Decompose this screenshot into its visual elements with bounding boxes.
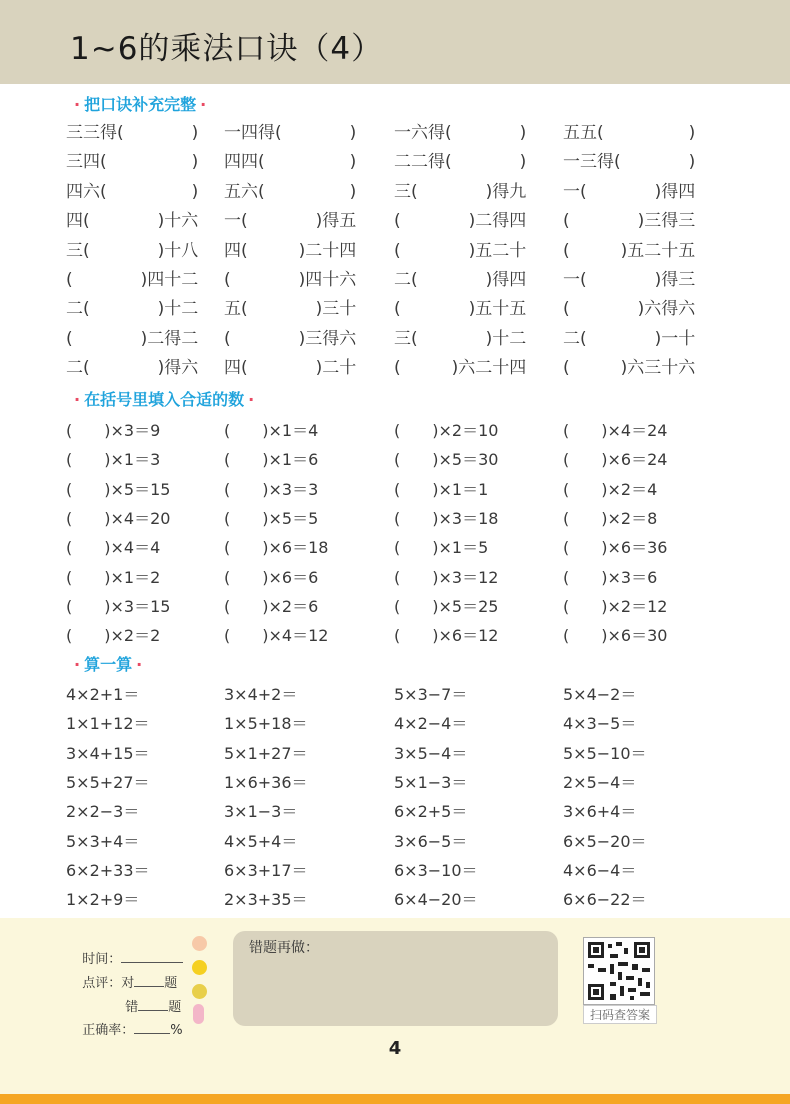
exercise-row	[0, 716, 790, 745]
exercise-item[interactable]: ( )×6＝30	[563, 626, 668, 646]
exercise-item[interactable]: 一( )得三	[563, 270, 696, 290]
exercise-item[interactable]: ( )×3＝6	[563, 567, 658, 587]
bottom-accent-bar	[0, 1094, 790, 1104]
exercise-item[interactable]: ( )×1＝5	[394, 538, 489, 558]
exercise-item[interactable]: 1×6+36＝	[224, 772, 308, 792]
exercise-item[interactable]: 四六( )	[66, 181, 199, 202]
exercise-item[interactable]: ( )×5＝15	[66, 479, 171, 499]
exercise-row	[0, 567, 790, 599]
exercise-item[interactable]: 三三得( )	[66, 123, 199, 143]
exercise-item[interactable]: 5×1−3＝	[394, 772, 468, 792]
exercise-item[interactable]: 5×3+4＝	[66, 831, 140, 851]
exercise-item[interactable]: 4×2+1＝	[66, 685, 140, 704]
exercise-item[interactable]: 6×2+33＝	[66, 860, 150, 880]
exercise-item[interactable]: 二( )得六	[66, 358, 199, 379]
exercise-item[interactable]: ( )六得六	[563, 299, 696, 320]
exercise-item[interactable]: 三( )十八	[66, 240, 199, 261]
exercise-item[interactable]: 一三得( )	[563, 152, 696, 173]
exercise-row	[0, 240, 790, 272]
exercise-item[interactable]: ( )三得六	[224, 328, 357, 349]
exercise-item[interactable]: 5×1+27＝	[224, 743, 308, 763]
exercise-item[interactable]: ( )四十二	[66, 270, 199, 290]
exercise-row	[0, 213, 790, 242]
wrong-row: 错 题	[125, 1000, 182, 1015]
exercise-item[interactable]: 五五( )	[563, 123, 696, 143]
exercise-row	[0, 596, 790, 628]
exercise-item[interactable]: 6×6−22＝	[563, 890, 647, 910]
exercise-item[interactable]: 二( )十二	[66, 299, 199, 320]
exercise-item[interactable]: ( )×1＝2	[66, 567, 161, 587]
page-title: 1~6的乘法口诀（4）	[70, 31, 384, 67]
exercise-item[interactable]: 5×5−10＝	[563, 743, 647, 763]
bullet-dot-icon: ·	[248, 390, 255, 409]
section-label: 在括号里填入合适的数	[84, 390, 245, 409]
exercise-item[interactable]: 3×1−3＝	[224, 802, 298, 822]
exercise-item[interactable]: 6×3+17＝	[224, 860, 308, 880]
exercise-item[interactable]: ( )×3＝3	[224, 479, 319, 499]
exercise-item[interactable]: ( )三得三	[563, 211, 696, 232]
redo-label: 错题再做：	[249, 940, 319, 956]
exercise-row	[0, 423, 790, 452]
exercise-row	[0, 181, 790, 213]
exercise-row	[0, 508, 790, 540]
exercise-item[interactable]: 2×5−4＝	[563, 772, 637, 792]
exercise-row	[0, 772, 790, 804]
exercise-row	[0, 272, 790, 301]
exercise-item[interactable]: ( )四十六	[224, 270, 357, 290]
exercise-item[interactable]: 6×4−20＝	[394, 890, 478, 910]
section-label: 算一算	[84, 655, 133, 674]
smiley-face-icon	[192, 960, 207, 975]
section-heading-fill-brackets	[70, 392, 258, 408]
exercise-item[interactable]: 一六得( )	[394, 123, 527, 143]
review-row: 点评：对 题	[82, 976, 178, 991]
accuracy-row: 正确率： %	[82, 1023, 183, 1038]
bullet-dot-icon: ·	[74, 390, 81, 409]
exercise-item[interactable]: 4×3−5＝	[563, 714, 637, 734]
exercise-item[interactable]: 3×6−5＝	[394, 831, 468, 851]
exercise-item[interactable]: 2×3+35＝	[224, 890, 308, 910]
qr-code-icon[interactable]	[583, 937, 655, 1005]
exercise-item[interactable]: 一( )得五	[224, 211, 357, 232]
exercise-item[interactable]: 3×6+4＝	[563, 802, 637, 822]
redo-mistakes-box[interactable]	[233, 931, 558, 1026]
exercise-item[interactable]: 5×4−2＝	[563, 685, 637, 704]
exercise-item[interactable]: ( )×4＝12	[224, 626, 329, 646]
exercise-item[interactable]: 四( )十六	[66, 211, 199, 232]
bullet-dot-icon: ·	[200, 95, 207, 114]
exercise-item[interactable]: 2×2−3＝	[66, 802, 140, 822]
bullet-dot-icon: ·	[136, 655, 143, 674]
exercise-row	[0, 479, 790, 511]
exercise-row	[0, 301, 790, 330]
exercise-item[interactable]: 四( )二十	[224, 358, 357, 379]
exercise-item[interactable]: 4×2−4＝	[394, 714, 468, 734]
exercise-item[interactable]: ( )二得二	[66, 328, 199, 349]
exercise-item[interactable]: 五六( )	[224, 181, 357, 202]
time-row: 时间：	[74, 937, 183, 966]
exercise-row	[0, 860, 790, 892]
exercise-item[interactable]: 3×5−4＝	[394, 743, 468, 763]
exercise-item[interactable]: 一( )得四	[563, 181, 696, 202]
exercise-row	[0, 628, 790, 657]
exercise-item[interactable]: 1×5+18＝	[224, 714, 308, 734]
exercise-item[interactable]: ( )×4＝24	[563, 421, 668, 440]
exercise-row	[0, 743, 790, 775]
exercise-item[interactable]: 6×3−10＝	[394, 860, 478, 880]
section-heading-calculate	[70, 657, 146, 673]
exercise-item[interactable]: 二二得( )	[394, 152, 527, 173]
exercise-item[interactable]: ( )×6＝6	[224, 567, 319, 587]
rabbit-icon	[193, 1004, 204, 1024]
sad-face-icon	[192, 984, 207, 999]
exercise-item[interactable]: ( )二得四	[394, 211, 527, 232]
exercise-item[interactable]: 二( )一十	[563, 328, 696, 349]
page-number: 4	[388, 1038, 402, 1059]
bullet-dot-icon: ·	[74, 95, 81, 114]
exercise-item[interactable]: 1×2+9＝	[66, 890, 140, 910]
exercise-item[interactable]: 四四( )	[224, 152, 357, 173]
exercise-item[interactable]: 5×3−7＝	[394, 685, 468, 704]
exercise-row	[0, 687, 790, 716]
exercise-item[interactable]: ( )×2＝2	[66, 626, 161, 646]
exercise-item[interactable]: ( )×5＝25	[394, 596, 499, 616]
exercise-item[interactable]: ( )×2＝10	[394, 421, 499, 440]
exercise-item[interactable]: ( )×3＝9	[66, 421, 161, 440]
exercise-item[interactable]: 五( )三十	[224, 299, 357, 320]
exercise-item[interactable]: ( )×6＝12	[394, 626, 499, 646]
exercise-item[interactable]: ( )六三十六	[563, 358, 696, 379]
exercise-item[interactable]: ( )×4＝4	[66, 538, 161, 558]
exercise-item[interactable]: 4×6−4＝	[563, 860, 637, 880]
exercise-item[interactable]: ( )×1＝3	[66, 450, 161, 470]
exercise-item[interactable]: ( )五二十五	[563, 240, 696, 261]
section-heading-complete-rhymes	[70, 97, 210, 113]
exercise-item[interactable]: ( )×6＝18	[224, 538, 329, 558]
exercise-item[interactable]: ( )×6＝24	[563, 450, 668, 470]
exercise-item[interactable]: ( )五二十	[394, 240, 527, 261]
exercise-item[interactable]: ( )×2＝8	[563, 508, 658, 528]
section-label: 把口诀补充完整	[84, 95, 197, 114]
exercise-item[interactable]: ( )×5＝5	[224, 508, 319, 528]
exercise-item[interactable]: ( )×2＝12	[563, 596, 668, 616]
exercise-item[interactable]: ( )×2＝4	[563, 479, 658, 499]
exercise-item[interactable]: ( )×3＝12	[394, 567, 499, 587]
exercise-item[interactable]: ( )六二十四	[394, 358, 527, 379]
exercise-row	[0, 892, 790, 921]
exercise-item[interactable]: 5×5+27＝	[66, 772, 150, 792]
qr-code-label: 扫码查答案	[583, 1005, 657, 1024]
exercise-item[interactable]: 三( )十二	[394, 328, 527, 349]
exercise-item[interactable]: 一四得( )	[224, 123, 357, 143]
exercise-row	[0, 804, 790, 833]
accuracy-blank[interactable]	[134, 1021, 170, 1034]
exercise-item[interactable]: ( )×3＝15	[66, 596, 171, 616]
exercise-row	[0, 125, 790, 154]
exercise-item[interactable]: 6×5−20＝	[563, 831, 647, 851]
bullet-dot-icon: ·	[74, 655, 81, 674]
exercise-item[interactable]: 3×4+15＝	[66, 743, 150, 763]
exercise-item[interactable]: ( )五十五	[394, 299, 527, 320]
exercise-item[interactable]: 4×5+4＝	[224, 831, 298, 851]
exercise-row	[0, 360, 790, 389]
exercise-item[interactable]: ( )×2＝6	[224, 596, 319, 616]
exercise-item[interactable]: 1×1+12＝	[66, 714, 150, 734]
exercise-item[interactable]: 三四( )	[66, 152, 199, 173]
exercise-item[interactable]: 6×2+5＝	[394, 802, 468, 822]
exercise-item[interactable]: 四( )二十四	[224, 240, 357, 261]
exercise-item[interactable]: ( )×4＝20	[66, 508, 171, 528]
exercise-item[interactable]: ( )×1＝4	[224, 421, 319, 440]
exercise-row	[0, 328, 790, 360]
exercise-item[interactable]: ( )×1＝1	[394, 479, 489, 499]
exercise-item[interactable]: ( )×3＝18	[394, 508, 499, 528]
exercise-item[interactable]: 3×4+2＝	[224, 685, 298, 704]
exercise-item[interactable]: ( )×5＝30	[394, 450, 499, 470]
pig-face-icon	[192, 936, 207, 951]
exercise-row	[0, 540, 790, 569]
exercise-item[interactable]: 二( )得四	[394, 270, 527, 290]
exercise-row	[0, 831, 790, 863]
exercise-item[interactable]: ( )×1＝6	[224, 450, 319, 470]
exercise-item[interactable]: 三( )得九	[394, 181, 527, 202]
exercise-row	[0, 154, 790, 183]
exercise-row	[0, 452, 790, 481]
exercise-item[interactable]: ( )×6＝36	[563, 538, 668, 558]
